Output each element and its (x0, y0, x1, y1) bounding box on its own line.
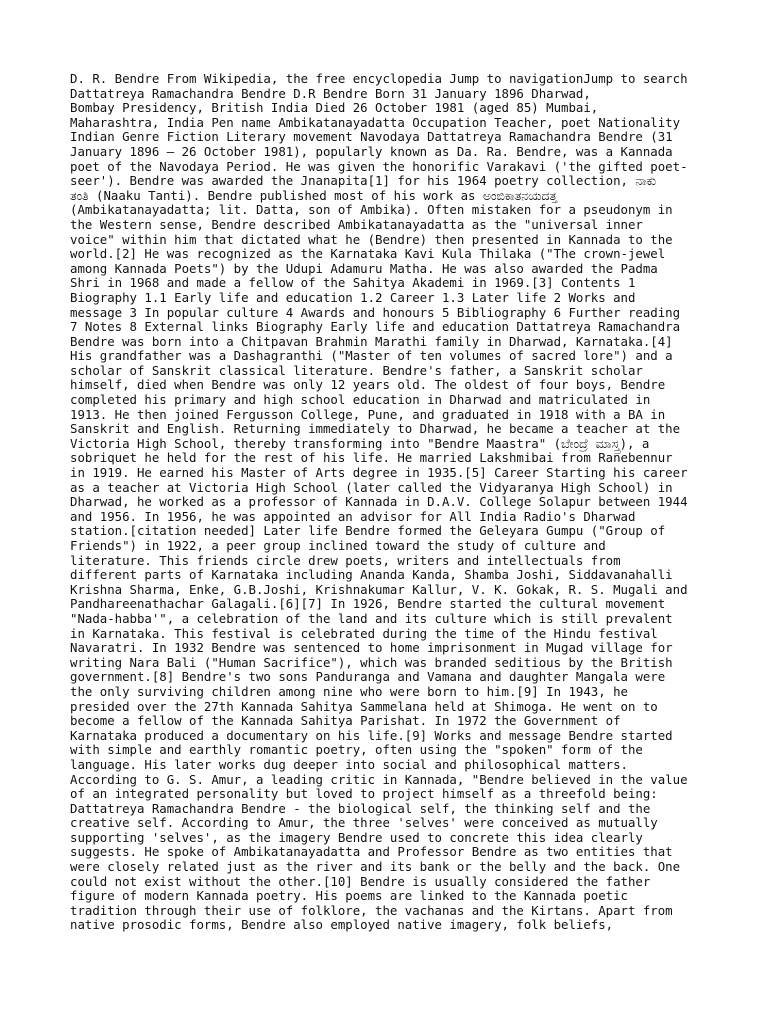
text-line: Krishna Sharma, Enke, G.B.Joshi, Krishnakumar Kallur, V. K. Gokak, R. S. Mugali and (70, 581, 688, 597)
text-line: the Western sense, Bendre described Ambikatanayadatta as the "universal inner (70, 216, 643, 232)
text-line: presided over the 27th Kannada Sahitya Sammelana held at Shimoga. He went on to (70, 698, 658, 714)
text-line: supporting 'selves', as the imagery Bendre used to concrete this idea clearly (70, 829, 643, 845)
text-line: the only surviving children among nine who were born to him.[9] In 1943, he (70, 683, 628, 699)
text-line: were closely related just as the river and its bank or the belly and the back. One (70, 859, 681, 875)
text-line: of an integrated personality but loved to project himself as a threefold being: (70, 786, 658, 802)
text-line: sobriquet he held for the rest of his life. He married Lakshmibai from Ranebennur (70, 450, 673, 466)
text-line: 7 Notes 8 External links Biography Early life and education Dattatreya Ramachandra (70, 319, 681, 335)
text-line: ತಂತಿ (Naaku Tanti). Bendre published most of his work as ಅಂಬಿಕಾತನಯದತ್ತ (70, 187, 558, 203)
text-line: completed his primary and high school education in Dharwad and matriculated in (70, 392, 651, 408)
text-line: literature. This friends circle drew poets, writers and intellectuals from (70, 552, 621, 568)
text-line: Indian Genre Fiction Literary movement Navodaya Dattatreya Ramachandra Bendre (31 (70, 129, 673, 145)
text-line: government.[8] Bendre's two sons Panduranga and Vamana and daughter Mangala were (70, 669, 666, 685)
text-line: writing Nara Bali ("Human Sacrifice"), which was branded seditious by the British (70, 654, 673, 670)
text-line: (Ambikatanayadatta; lit. Datta, son of Ambika). Often mistaken for a pseudonym in (70, 202, 673, 218)
text-line: tradition through their use of folklore, the vachanas and the Kirtans. Apart from (70, 902, 673, 918)
text-line: Maharashtra, India Pen name Ambikatanayadatta Occupation Teacher, poet Nationality (70, 114, 681, 130)
text-line: could not exist without the other.[10] Bendre is usually considered the father (70, 873, 651, 889)
text-line: poet of the Navodaya Period. He was given the honorific Varakavi ('the gifted poet- (70, 158, 688, 174)
text-line: Dattatreya Ramachandra Bendre - the biological self, the thinking self and the (70, 800, 651, 816)
text-line: and 1956. In 1956, he was appointed an advisor for All India Radio's Dharwad (70, 508, 636, 524)
text-line: His grandfather was a Dashagranthi ("Master of ten volumes of sacred lore") and a (70, 348, 673, 364)
text-line: Pandhareenathachar Galagali.[6][7] In 1926, Bendre started the cultural movement (70, 596, 666, 612)
text-line: Sanskrit and English. Returning immediately to Dharwad, he became a teacher at the (70, 421, 681, 437)
document-page (70, 72, 702, 952)
text-line: Biography 1.1 Early life and education 1.2 Career 1.3 Later life 2 Works and (70, 289, 636, 305)
text-line: Bombay Presidency, British India Died 26 October 1981 (aged 85) Mumbai, (70, 100, 599, 116)
text-line: Friends") in 1922, a peer group inclined toward the study of culture and (70, 538, 606, 553)
text-line: 1913. He then joined Fergusson College, Pune, and graduated in 1918 with a BA in (70, 406, 666, 422)
text-line: According to G. S. Amur, a leading critic in Kannada, "Bendre believed in the value (70, 771, 688, 787)
text-line: seer'). Bendre was awarded the Jnanapita[1] for his 1964 poetry collection, ನಾಕು (70, 173, 657, 189)
text-line: in Karnataka. This festival is celebrated during the time of the Hindu festival (70, 625, 658, 641)
text-line: language. His later works dug deeper into social and philosophical matters. (70, 756, 628, 772)
text-line: in 1919. He earned his Master of Arts degree in 1935.[5] Career Starting his career (70, 465, 688, 481)
text-line: Navaratri. In 1932 Bendre was sentenced to home imprisonment in Mugad village for (70, 640, 673, 656)
text-line: D. R. Bendre From Wikipedia, the free encyclopedia Jump to navigationJump to search (70, 72, 688, 86)
text-line: as a teacher at Victoria High School (later called the Vidyaranya High School) in (70, 479, 673, 495)
text-line: different parts of Karnataka including Ananda Kanda, Shamba Joshi, Siddavanahalli (70, 567, 673, 583)
text-line: become a fellow of the Kannada Sahitya Parishat. In 1972 the Government of (70, 713, 621, 729)
text-line: with simple and earthly romantic poetry, often using the "spoken" form of the (70, 742, 643, 758)
text-line: "Nada-habba'", a celebration of the land and its culture which is still prevalent (70, 610, 673, 626)
text-line: suggests. He spoke of Ambikatanayadatta and Professor Bendre as two entities that (70, 844, 673, 860)
text-line: among Kannada Poets") by the Udupi Adamuru Matha. He was also awarded the Padma (70, 260, 658, 276)
text-line: Shri in 1968 and made a fellow of the Sahitya Akademi in 1969.[3] Contents 1 (70, 275, 636, 291)
text-line: world.[2] He was recognized as the Karnataka Kavi Kula Thilaka ("The crown-jewel (70, 246, 666, 262)
text-line: native prosodic forms, Bendre also employed native imagery, folk beliefs, (70, 917, 614, 933)
text-line: scholar of Sanskrit classical literature. Bendre's father, a Sanskrit scholar (70, 362, 643, 378)
text-line: Karnataka produced a documentary on his life.[9] Works and message Bendre started (70, 727, 673, 743)
text-line: Dattatreya Ramachandra Bendre D.R Bendre Born 31 January 1896 Dharwad, (70, 85, 591, 101)
text-line: voice" within him that dictated what he (Bendre) then presented in Kannada to the (70, 231, 673, 247)
article-body-text (70, 72, 702, 933)
text-line: January 1896 – 26 October 1981), popularly known as Da. Ra. Bendre, was a Kannada (70, 143, 673, 159)
text-line: station.[citation needed] Later life Bendre formed the Geleyara Gumpu ("Group of (70, 523, 666, 539)
text-line: Dharwad, he worked as a professor of Kannada in D.A.V. College Solapur between 1944 (70, 494, 688, 510)
text-line: message 3 In popular culture 4 Awards and honours 5 Bibliography 6 Further reading (70, 304, 681, 320)
text-line: figure of modern Kannada poetry. His poems are linked to the Kannada poetic (70, 888, 628, 904)
text-line: himself, died when Bendre was only 12 years old. The oldest of four boys, Bendre (70, 377, 666, 393)
text-line: Victoria High School, thereby transforming into "Bendre Maastra" (ಬೇಂದ್ರೆ ಮಾಸ್ತ್ರ), a (70, 435, 650, 451)
text-line: creative self. According to Amur, the three 'selves' were conceived as mutually (70, 815, 658, 831)
text-line: Bendre was born into a Chitpavan Brahmin Marathi family in Dharwad, Karnataka.[4] (70, 333, 673, 349)
